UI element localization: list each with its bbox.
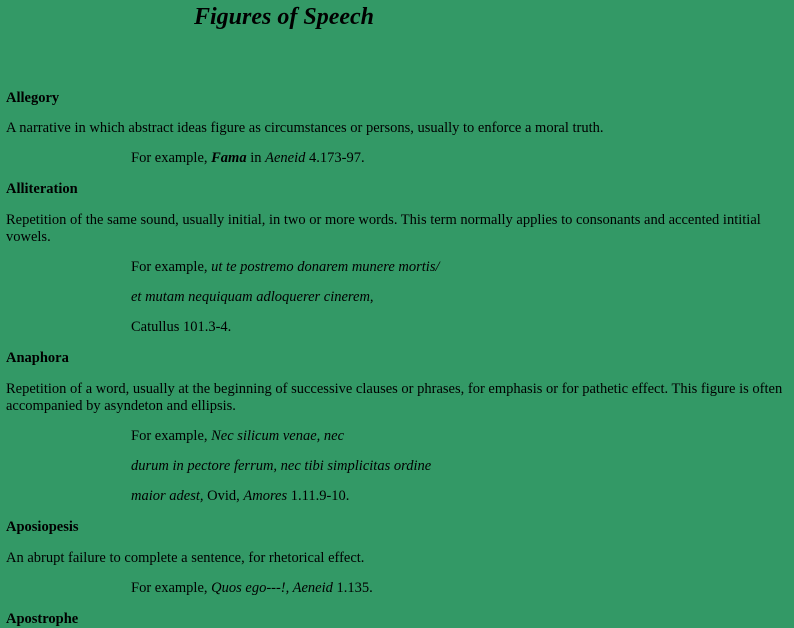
example-alliteration-citation: Catullus 101.3-4.: [131, 319, 232, 335]
definition-allegory: A narrative in which abstract ideas figure as circumstances or persons, usually to enforce a moral truth.: [6, 120, 604, 136]
example-connector: in: [246, 150, 266, 166]
example-quote: maior adest,: [131, 488, 204, 504]
example-quote: ut te postremo donarem munere mortis/: [211, 259, 440, 275]
example-ref: 4.173-97.: [305, 150, 365, 166]
term-anaphora: Anaphora: [6, 350, 69, 366]
example-prefix: For example,: [131, 259, 212, 275]
example-anaphora-line3: [131, 488, 792, 505]
example-author: Ovid,: [203, 488, 244, 504]
term-aposiopesis: Aposiopesis: [6, 519, 79, 535]
example-quote: Quos ego---!,: [211, 580, 293, 596]
example-allegory: [131, 150, 792, 167]
term-alliteration: Alliteration: [6, 181, 78, 197]
example-quote: Nec silicum venae, nec: [211, 428, 344, 444]
term-allegory: Allegory: [6, 90, 60, 106]
example-prefix: For example,: [131, 580, 212, 596]
example-alliteration-line1: [131, 259, 792, 276]
definition-anaphora: Repetition of a word, usually at the beginning of successive clauses or phrases, for emphasis or for pathetic effect. This figure is often accompanied by asyndeton and ellipsis.: [6, 381, 783, 414]
example-ref: 1.11.9-10.: [287, 488, 350, 504]
example-work: Aeneid: [265, 150, 306, 166]
definition-aposiopesis: An abrupt failure to complete a sentence, for rhetorical effect.: [6, 550, 365, 566]
example-anaphora-line2: [131, 458, 792, 475]
example-prefix: For example,: [131, 428, 212, 444]
example-quote: et mutam nequiquam adloquerer cinerem,: [131, 289, 374, 305]
definition-alliteration: Repetition of the same sound, usually initial, in two or more words. This term normally applies to consonants and accented intitial vowels.: [6, 212, 761, 245]
example-work: Amores: [243, 488, 288, 504]
example-ref: 1.135.: [332, 580, 373, 596]
glossary-content: [6, 90, 792, 628]
example-quote: Fama: [211, 150, 247, 166]
example-work: Aeneid: [292, 580, 333, 596]
term-apostrophe: Apostrophe: [6, 611, 79, 627]
page-title: Figures of Speech: [194, 4, 374, 30]
example-anaphora-line1: [131, 428, 792, 445]
example-alliteration-line2: [131, 289, 792, 306]
example-quote: durum in pectore ferrum, nec tibi simplicitas ordine: [131, 458, 432, 474]
example-prefix: For example,: [131, 150, 212, 166]
example-aposiopesis: [131, 580, 792, 597]
